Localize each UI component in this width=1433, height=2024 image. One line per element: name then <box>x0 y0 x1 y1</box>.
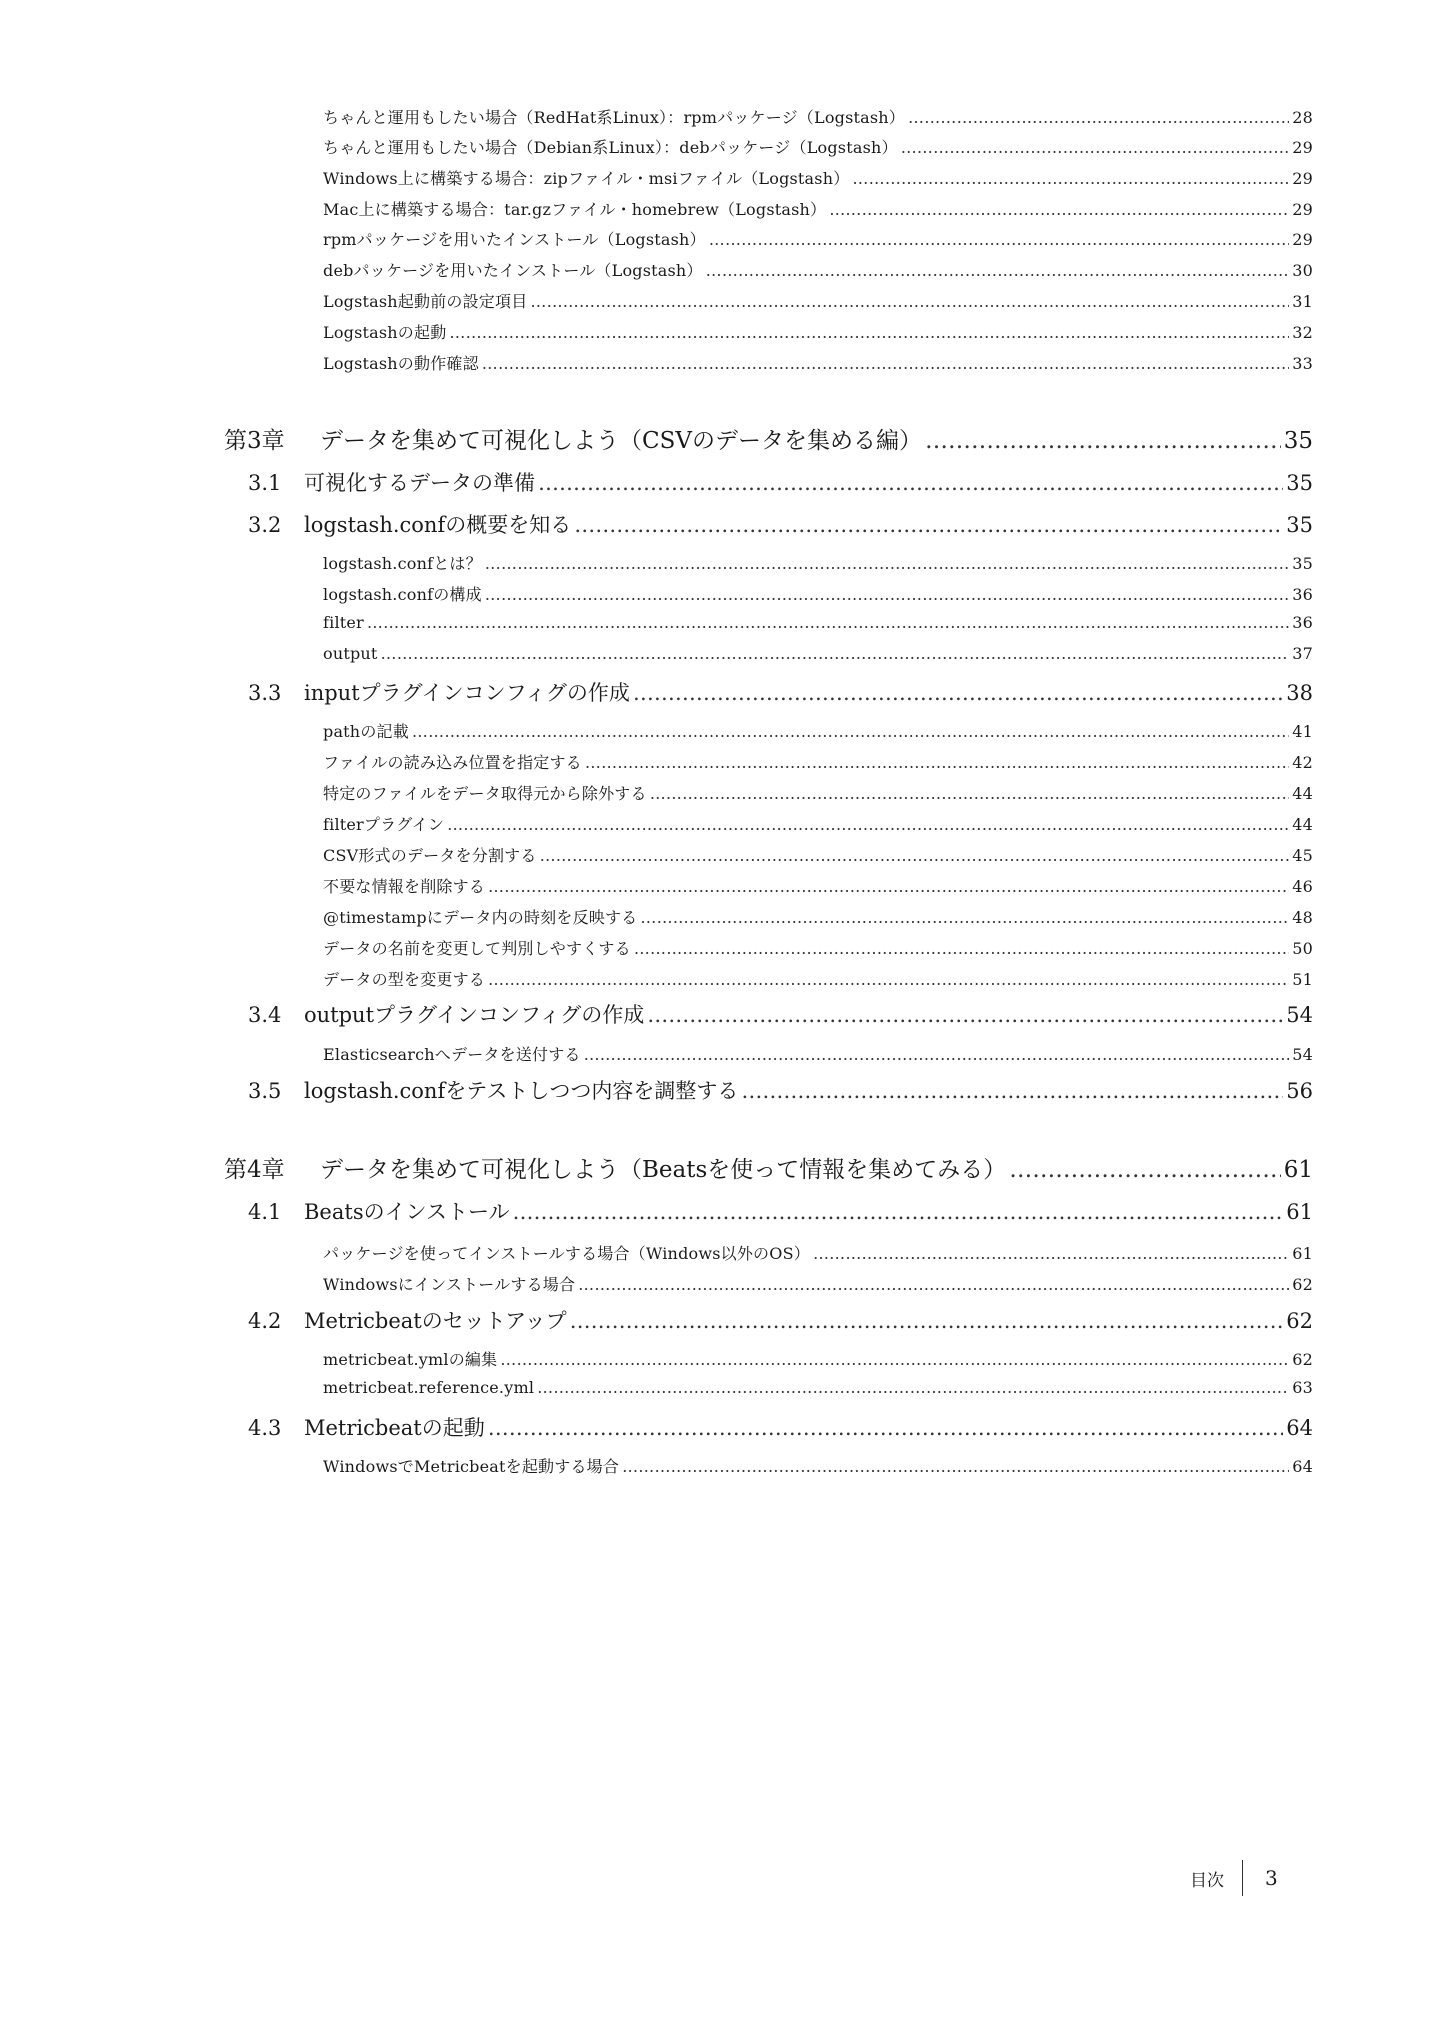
toc-leader <box>901 138 1290 157</box>
toc-entry <box>323 320 1313 343</box>
toc-title <box>323 812 444 835</box>
toc-number: 3.3 <box>248 681 282 705</box>
toc-entry <box>323 812 1313 835</box>
toc-title <box>323 843 537 866</box>
toc-section <box>248 1196 1313 1226</box>
toc-page-number: 29 <box>1292 138 1313 157</box>
toc-section <box>248 467 1313 497</box>
toc-title <box>323 719 409 742</box>
toc-page-number: 56 <box>1286 1079 1313 1103</box>
toc-entry <box>323 905 1313 928</box>
toc-title <box>323 874 485 897</box>
toc-title <box>224 422 922 455</box>
toc-text: データを集めて可視化しよう（Beatsを使って情報を集めてみる） <box>320 1157 1007 1183</box>
toc-entry <box>323 1454 1313 1477</box>
toc-text: Metricbeatの起動 <box>304 1416 485 1440</box>
toc-leader <box>852 169 1289 188</box>
toc-section <box>248 1412 1313 1442</box>
toc-leader <box>647 1003 1283 1027</box>
toc-text: Elasticsearchへデータを送付する <box>323 1045 581 1064</box>
toc-text: metricbeat.ymlの編集 <box>323 1350 498 1369</box>
toc-page-number: 48 <box>1292 908 1313 927</box>
toc-page-number: 50 <box>1292 939 1313 958</box>
toc-title <box>248 1075 738 1105</box>
toc-page-number: 29 <box>1292 230 1313 249</box>
toc-page-number: 31 <box>1292 292 1313 311</box>
footer-divider <box>1242 1860 1243 1896</box>
toc-title <box>323 320 446 343</box>
toc-title <box>323 289 527 312</box>
toc-leader <box>449 323 1289 342</box>
toc-number: 第4章 <box>224 1157 285 1183</box>
toc-text: Mac上に構築する場合：tar.gzファイル・homebrew（Logstash） <box>323 200 827 219</box>
toc-text: 可視化するデータの準備 <box>304 471 535 495</box>
toc-number: 4.3 <box>248 1416 282 1440</box>
toc-text: Windows上に構築する場合：zipファイル・msiファイル（Logstash） <box>323 169 850 188</box>
toc-entry <box>323 1042 1313 1065</box>
toc-text: ちゃんと運用もしたい場合（RedHat系Linux）：rpmパッケージ（Logstash） <box>323 108 905 127</box>
toc-leader <box>706 261 1290 280</box>
toc-entry <box>323 750 1313 773</box>
toc-text: Logstashの動作確認 <box>323 354 479 373</box>
toc-title <box>323 551 482 574</box>
toc-text: output <box>323 644 378 663</box>
toc-entry <box>323 613 1313 632</box>
toc-title <box>323 1241 810 1264</box>
toc-number: 第3章 <box>224 428 285 454</box>
toc-page-number: 33 <box>1292 354 1313 373</box>
toc-chapter <box>224 422 1313 455</box>
toc-entry <box>323 644 1313 663</box>
toc-title <box>323 644 378 663</box>
toc-text: logstash.confとは？ <box>323 554 482 573</box>
toc-page-number: 41 <box>1292 722 1313 741</box>
toc-title <box>323 166 849 189</box>
toc-page-number: 37 <box>1292 644 1313 663</box>
toc-text: outputプラグインコンフィグの作成 <box>304 1003 645 1027</box>
toc-text: Logstashの起動 <box>323 323 447 342</box>
toc-text: データの型を変更する <box>323 970 486 989</box>
toc-entry <box>323 1241 1313 1264</box>
toc-entry <box>323 351 1313 374</box>
toc-entry <box>323 1347 1313 1370</box>
toc-title <box>248 467 535 497</box>
toc-text: metricbeat.reference.yml <box>323 1378 535 1397</box>
toc-leader <box>488 877 1289 896</box>
toc-text: パッケージを使ってインストールする場合（Windows以外のOS） <box>323 1244 810 1263</box>
toc-page-number: 61 <box>1292 1244 1313 1263</box>
toc-page-number: 35 <box>1292 554 1313 573</box>
toc-title <box>323 227 706 250</box>
toc-leader <box>538 471 1283 495</box>
toc-leader <box>622 1457 1289 1476</box>
toc-page-number: 30 <box>1292 261 1313 280</box>
toc-entry <box>323 166 1313 189</box>
toc-entry <box>323 227 1313 250</box>
toc-title <box>248 509 571 539</box>
toc-leader <box>650 784 1290 803</box>
toc-title <box>323 197 826 220</box>
toc-page-number: 54 <box>1286 1003 1313 1027</box>
toc-text: pathの記載 <box>323 722 409 741</box>
toc-leader <box>367 613 1289 632</box>
toc-text: Logstash起動前の設定項目 <box>323 292 528 311</box>
toc-page-number: 35 <box>1283 428 1313 454</box>
toc-leader <box>513 1200 1284 1224</box>
toc-leader <box>584 1045 1290 1064</box>
toc-text: filter <box>323 613 364 632</box>
toc-title <box>248 677 630 707</box>
toc-entry <box>323 258 1313 281</box>
toc-text: Beatsのインストール <box>304 1200 510 1224</box>
toc-page-number: 35 <box>1286 513 1313 537</box>
toc-number: 4.2 <box>248 1309 282 1333</box>
footer-label: 目次 <box>1190 1870 1224 1891</box>
toc-leader <box>447 815 1289 834</box>
toc-text: debパッケージを用いたインストール（Logstash） <box>323 261 703 280</box>
toc-entry <box>323 289 1313 312</box>
toc-title <box>323 905 637 928</box>
toc-leader <box>640 908 1289 927</box>
toc-page-number: 62 <box>1292 1275 1313 1294</box>
toc-leader <box>500 1350 1289 1369</box>
toc-text: WindowsでMetricbeatを起動する場合 <box>323 1457 620 1476</box>
toc-leader <box>381 644 1290 663</box>
toc-page-number: 35 <box>1286 471 1313 495</box>
toc-title <box>248 999 644 1029</box>
toc-text: logstash.confをテストしつつ内容を調整する <box>304 1079 739 1103</box>
toc-entry <box>323 936 1313 959</box>
toc-page-number: 64 <box>1292 1457 1313 1476</box>
toc-title <box>248 1305 567 1335</box>
toc-leader <box>485 554 1289 573</box>
toc-leader <box>482 354 1289 373</box>
toc-leader <box>925 428 1281 454</box>
toc-text: @timestampにデータ内の時刻を反映する <box>323 908 638 927</box>
toc-title <box>323 135 898 158</box>
toc-page-number: 64 <box>1286 1416 1313 1440</box>
toc-entry <box>323 135 1313 158</box>
toc-title <box>323 1042 581 1065</box>
toc-page-number: 44 <box>1292 784 1313 803</box>
toc-page-number: 45 <box>1292 846 1313 865</box>
toc-leader <box>488 1416 1284 1440</box>
toc-page-number: 29 <box>1292 169 1313 188</box>
toc-number: 4.1 <box>248 1200 282 1224</box>
toc-page-number: 28 <box>1292 108 1313 127</box>
toc-page-number: 36 <box>1292 585 1313 604</box>
toc-leader <box>537 1378 1289 1397</box>
toc-text: ちゃんと運用もしたい場合（Debian系Linux）：debパッケージ（Logstash） <box>323 138 898 157</box>
toc-section <box>248 999 1313 1029</box>
toc-section <box>248 509 1313 539</box>
toc-text: logstash.confの構成 <box>323 585 482 604</box>
toc-leader <box>530 292 1289 311</box>
toc-leader <box>485 585 1289 604</box>
toc-page-number: 29 <box>1292 200 1313 219</box>
toc-entry <box>323 197 1313 220</box>
toc-number: 3.2 <box>248 513 282 537</box>
toc-title <box>323 351 479 374</box>
toc-page-number: 51 <box>1292 970 1313 989</box>
toc-title <box>323 1272 575 1295</box>
toc-entry <box>323 551 1313 574</box>
toc-text: rpmパッケージを用いたインストール（Logstash） <box>323 230 706 249</box>
toc-leader <box>570 1309 1284 1333</box>
toc-title <box>323 781 647 804</box>
toc-leader <box>829 200 1289 219</box>
toc-title <box>248 1196 510 1226</box>
toc-text: Metricbeatのセットアップ <box>304 1309 567 1333</box>
toc-chapter <box>224 1151 1313 1184</box>
toc-text: Windowsにインストールする場合 <box>323 1275 576 1294</box>
toc-section <box>248 1305 1313 1335</box>
toc-text: データを集めて可視化しよう（CSVのデータを集める編） <box>320 428 922 454</box>
toc-leader <box>709 230 1289 249</box>
toc-page-number: 63 <box>1292 1378 1313 1397</box>
toc-entry <box>323 843 1313 866</box>
toc-number: 3.5 <box>248 1079 282 1103</box>
toc-page-number: 42 <box>1292 753 1313 772</box>
toc-text: CSV形式のデータを分割する <box>323 846 537 865</box>
toc-text: inputプラグインコンフィグの作成 <box>304 681 630 705</box>
toc-number: 3.1 <box>248 471 282 495</box>
toc-leader <box>488 970 1289 989</box>
toc-leader <box>633 681 1283 705</box>
toc-title <box>323 1454 619 1477</box>
toc-section <box>248 677 1313 707</box>
toc-page-number: 61 <box>1286 1200 1313 1224</box>
toc-page-number: 62 <box>1292 1350 1313 1369</box>
toc-title <box>323 582 482 605</box>
toc-text: logstash.confの概要を知る <box>304 513 572 537</box>
toc-page-number: 46 <box>1292 877 1313 896</box>
toc-page-number: 36 <box>1292 613 1313 632</box>
toc-leader <box>540 846 1290 865</box>
toc-page-number: 61 <box>1283 1157 1313 1183</box>
toc-title <box>323 1378 534 1397</box>
toc-title <box>323 258 703 281</box>
toc-leader <box>412 722 1289 741</box>
toc-page-number: 32 <box>1292 323 1313 342</box>
toc-text: filterプラグイン <box>323 815 445 834</box>
toc-title <box>323 936 631 959</box>
toc-leader <box>813 1244 1289 1263</box>
toc-page-number: 62 <box>1286 1309 1313 1333</box>
toc-entry <box>323 719 1313 742</box>
toc-text: 不要な情報を削除する <box>323 877 486 896</box>
toc-title <box>323 1347 497 1370</box>
toc-leader <box>908 108 1289 127</box>
toc-entry <box>323 1272 1313 1295</box>
toc-text: データの名前を変更して判別しやすくする <box>323 939 631 958</box>
toc-title <box>323 613 364 632</box>
toc-page-number: 44 <box>1292 815 1313 834</box>
toc-entry <box>323 1378 1313 1397</box>
toc-leader <box>1009 1157 1280 1183</box>
toc-entry <box>323 781 1313 804</box>
toc-title <box>323 750 582 773</box>
page-number: 3 <box>1265 1866 1278 1890</box>
toc-page-number: 54 <box>1292 1045 1313 1064</box>
toc-leader <box>741 1079 1283 1103</box>
toc-leader <box>578 1275 1289 1294</box>
page-footer <box>1190 1860 1278 1896</box>
toc-entry <box>323 967 1313 990</box>
toc-title <box>323 105 905 128</box>
toc-section <box>248 1075 1313 1105</box>
toc-title <box>248 1412 485 1442</box>
toc-title <box>224 1151 1006 1184</box>
toc-entry <box>323 874 1313 897</box>
toc-leader <box>634 939 1289 958</box>
toc-number: 3.4 <box>248 1003 282 1027</box>
toc-page-number: 38 <box>1286 681 1313 705</box>
toc-entry <box>323 105 1313 128</box>
toc-leader <box>585 753 1289 772</box>
toc-entry <box>323 582 1313 605</box>
toc-text: ファイルの読み込み位置を指定する <box>323 753 582 772</box>
toc-title <box>323 967 485 990</box>
toc-text: 特定のファイルをデータ取得元から除外する <box>323 784 647 803</box>
toc-leader <box>574 513 1283 537</box>
